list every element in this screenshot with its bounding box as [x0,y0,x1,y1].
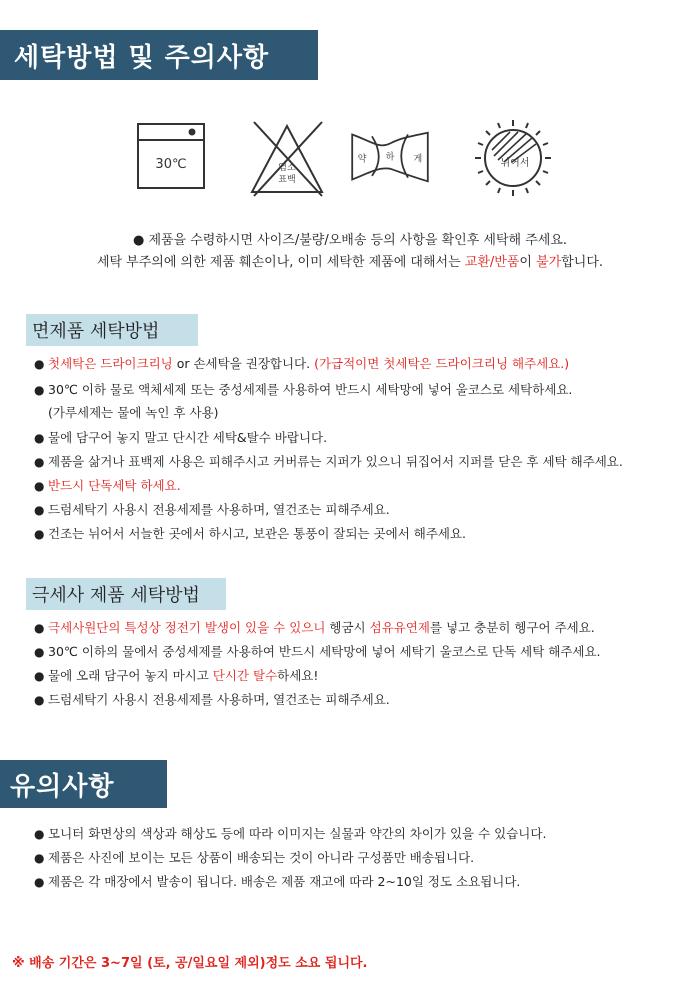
dry-in-shade-icon [468,112,558,202]
micro-item-1: ● 극세사원단의 특성상 정전기 발생이 있을 수 있으니 헹굼시 섬유유연제를 넣고 충분히 헹구어 주세요. [34,620,595,635]
bullet-icon: ● [34,431,45,445]
cotton-item-7: ● 건조는 뉘어서 서늘한 곳에서 하시고, 보관은 통풍이 잘되는 곳에서 해주세요. [34,526,467,541]
cotton-item-4: ● 제품을 삶거나 표백제 사용은 피해주시고 커버류는 지퍼가 있으니 뒤집어서 지퍼를 닫은 후 세탁 해주세요. [34,454,623,469]
microfiber-section-heading: 극세사 제품 세탁방법 [26,578,226,610]
caution-item-1: ● 모니터 화면상의 색상과 해상도 등에 따라 이미지는 실물과 약간의 차이가 있을 수 있습니다. [34,826,547,841]
wash-temp-label: 30℃ [155,157,187,172]
bullet-icon: ● [34,479,45,493]
bullet-icon: ● [34,875,45,889]
bullet-icon: ● [34,383,45,397]
bullet-icon: ● [34,669,45,683]
bullet-icon: ● [34,357,45,371]
notice-line-1: ● 제품을 수령하시면 사이즈/불량/오배송 등의 사항을 확인후 세탁해 주세요. [132,233,568,248]
notice-line-2: 세탁 부주의에 의한 제품 훼손이나, 이미 세탁한 제품에 대해서는 교환/반품이 불가합니다. [96,255,604,270]
bleach-label-top: 염소 [278,163,296,173]
bleach-label-bottom: 표백 [278,175,296,185]
cotton-item-5: ● 반드시 단독세탁 하세요. [34,478,181,493]
cotton-item-6: ● 드럼세탁기 사용시 전용세제를 사용하며, 열건조는 피해주세요. [34,502,390,517]
cotton-item-2: ● 30℃ 이하 물로 액체세제 또는 중성세제를 사용하여 반드시 세탁망에 넣어 울코스로 세탁하세요. [34,382,573,397]
cotton-item-3: ● 물에 담구어 놓지 말고 단시간 세탁&탈수 바랍니다. [34,430,328,445]
dry-label: 뉘어서 [500,158,530,169]
bullet-icon: ● [34,621,45,635]
no-handwash-bleach-icon [242,112,332,202]
cotton-section-heading: 면제품 세탁방법 [26,314,198,346]
micro-item-3: ● 물에 오래 담구어 놓지 마시고 단시간 탈수하세요! [34,668,319,683]
bullet-icon: ● [34,527,45,541]
gentle-wring-icon [345,112,435,202]
page-title: 세탁방법 및 주의사항 [0,30,318,80]
bullet-icon: ● [34,693,45,707]
micro-item-4: ● 드럼세탁기 사용시 전용세제를 사용하며, 열건조는 피해주세요. [34,692,390,707]
gentle-label-2: 하 [385,152,395,163]
caution-item-3: ● 제품은 각 매장에서 발송이 됩니다. 배송은 제품 재고에 따라 2~10일 정도 소요됩니다. [34,874,521,889]
gentle-label-3: 게 [413,154,423,165]
cotton-item-1: ● 첫세탁은 드라이크리닝 or 손세탁을 권장합니다. (가급적이면 첫세탁은 드라이크리닝 해주세요.) [34,356,570,371]
micro-item-2: ● 30℃ 이하의 물에서 중성세제를 사용하여 반드시 세탁망에 넣어 세탁기 울코스로 단독 세탁 해주세요. [34,644,601,659]
gentle-label-1: 약 [357,154,367,165]
caution-item-2: ● 제품은 사진에 보이는 모든 상품이 배송되는 것이 아니라 구성품만 배송됩니다. [34,850,475,865]
bullet-icon: ● [34,851,45,865]
bullet-icon: ● [34,827,45,841]
bullet-icon: ● [34,645,45,659]
bullet-icon: ● [34,503,45,517]
cotton-item-2-note: (가루세제는 물에 녹인 후 사용) [48,405,219,420]
caution-title: 유의사항 [0,760,167,808]
wash-tub-30c-icon [130,112,220,202]
bullet-icon: ● [34,455,45,469]
shipping-notice: ※ 배송 기간은 3~7일 (토, 공/일요일 제외)정도 소요 됩니다. [12,956,368,971]
